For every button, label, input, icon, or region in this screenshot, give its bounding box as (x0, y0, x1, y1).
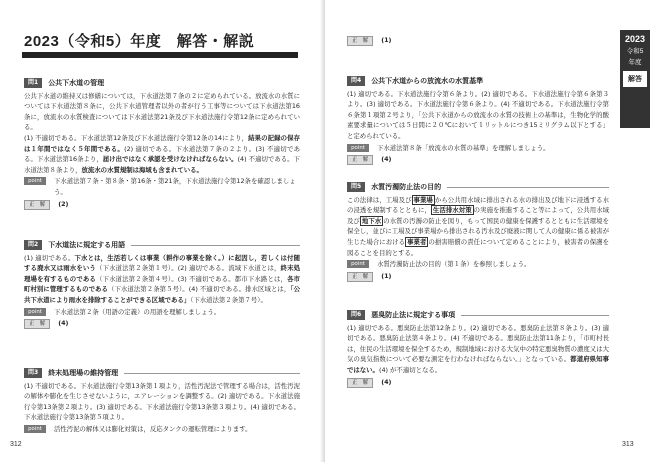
page-number-right: 313 (622, 441, 634, 448)
explanation-body: (1) 適切である。下水とは，生活若しくは事業（耕作の事業を除く。）に起因し，若しくは付随する廃水又は雨水をいう（下水道法第２条第１号）。(2) 適切である。流域下水道とは，終末処理場を有するものである（下水道法第２条第４号）。(3) 不適切である。都市下水路とは，各市町村別に管理するものである（下水道法第２条第５号）。(4) 不適切である。排水区域とは，「公共下水道により雨水を排除することができる区域である」（下水道法第２条第７号）。 (24, 253, 301, 304)
page-title: 2023（令和5）年度 解答・解説 (24, 33, 255, 50)
q3-answer-continued (347, 34, 609, 46)
question-heading (24, 78, 300, 89)
answer-label: 正 解 (347, 378, 373, 388)
heading-rule (447, 187, 609, 188)
question-title: 公共下水道の管理 (48, 79, 105, 87)
side-tab-solve: 解答 (622, 70, 648, 88)
answer-row (347, 35, 609, 46)
side-tab-era: 令和5 (626, 48, 644, 55)
explanation-body: (1) 不適切である。下水道法第12条及び下水道法施行令第12条の14により，結果の記録の保存は１年間ではなく５年間である。(2) 適切である。下水道法第７条の２より。(3) 不適切である。下水道法第16条より，届け出ではなく承認を受けなければならない。(4) 不適切である。下水道法第８条より，放流水の水質規制は海域も含まれている。 (24, 133, 301, 174)
question-title: 終末処理場の維持管理 (48, 369, 119, 377)
keyword-box: 事業場 (413, 195, 433, 204)
point-label: point (24, 425, 46, 433)
answer-row (347, 271, 609, 282)
answer-label: 正 解 (347, 272, 373, 282)
answer-value: (4) (58, 319, 69, 328)
answer-label: 正 解 (24, 319, 50, 329)
answer-value: (1) (381, 271, 392, 280)
question-number: 問6 (347, 310, 365, 320)
question-number: 問3 (24, 368, 42, 378)
point-text: 下水道法第２条（用語の定義）の用語を理解しましょう。 (54, 307, 221, 316)
answer-row (24, 318, 300, 329)
explanation-body: (1) 不適切である。下水道法施行令第13条第１項より，活性汚泥法で管理する場合は，活性汚泥の解体や膨化を生じさせないように，エアレーションを調整する。(2) 適切である。下水道法施行令第13条第２項より。(3) 適切である。下水道法施行令第13条第３項より。(4) 適切である。下水道法施行令第13条第５項より。 (24, 381, 300, 422)
year-side-tab (620, 30, 650, 128)
question-title: 公共下水道からの放流水の水質基準 (371, 77, 484, 85)
question-1 (24, 78, 300, 210)
explanation-body: この法律は，工場及び 事業場 から公共用水域に排出される水の排出及び地下に浸透する水の浸透を規制するとともに， 生活排水対策 の実施を推進すること等によって，公共用水域及び 地下水 の水質の汚濁の防止を図り，もって国民の健康を保護するとともに生活環境を保全し，並びに工場及び事業場から排出される汚水及び廃液に関して人の健康に係る被害が生じた場合における 事業者 の損害賠償の責任について定めることにより，被害者の保護を図ることを目的とする。 (347, 195, 610, 257)
answer-label: 正 解 (347, 36, 373, 46)
question-4 (347, 76, 609, 165)
page-number-left: 312 (10, 441, 22, 448)
keyword-box: 生活排水対策 (432, 206, 472, 215)
point-row (347, 259, 609, 270)
keyword-box: 地下水 (361, 216, 382, 225)
heading-rule (461, 315, 609, 316)
side-tab-label: 年度 (628, 59, 642, 66)
point-row (24, 176, 300, 197)
point-label: point (347, 144, 369, 152)
question-heading (24, 240, 300, 251)
question-title: 悪臭防止法に規定する事項 (371, 311, 456, 319)
question-number: 問4 (347, 76, 365, 86)
point-row (24, 307, 300, 318)
question-heading (347, 310, 609, 321)
point-label: point (24, 308, 46, 316)
explanation-intro: 公共下水道の維持又は修繕については，下水道法第７条の２に定められている。放流水の水質については下水道法第８条に，公共下水道管理者以外の者が行う工事等については下水道法第16条に，放流水の水質検査については下水道法第21条及び下水道法施行令第12条に定められている。 (24, 91, 300, 132)
point-text: 下水道法第８条「放流水の水質の基準」を理解しましょう。 (377, 143, 550, 152)
question-title: 下水道法に規定する用語 (48, 241, 126, 249)
question-3 (24, 368, 300, 435)
answer-value: (1) (381, 36, 392, 44)
question-heading (347, 182, 609, 193)
answer-value: (4) (381, 377, 392, 386)
answer-label: 正 解 (347, 155, 373, 165)
side-tab-year: 2023 (624, 34, 646, 44)
question-number: 問2 (24, 240, 42, 250)
answer-row (347, 377, 609, 388)
question-heading (24, 368, 300, 379)
keyword-box: 事業者 (407, 237, 427, 246)
question-number: 問1 (24, 78, 42, 88)
title-rule (22, 52, 298, 58)
point-text: 活性汚泥の解体又は膨化対策は，反応タンクの運転管理によります。 (54, 424, 252, 433)
answer-value: (4) (381, 155, 392, 164)
point-row (347, 143, 609, 154)
answer-label: 正 解 (24, 200, 50, 210)
point-text: 下水道法第７条・第８条・第16条・第21条，下水道法施行令第12条を確認しましょう。 (54, 177, 296, 196)
explanation-body: (1) 適切である。悪臭防止法第12条より。(2) 適切である。悪臭防止法第８条より。(3) 適切である。悪臭防止法第４条より。(4) 不適切である。悪臭防止法第11条より，「市町村長は，住民の生活環境を保全するため，規制地域における大気中の特定悪臭物質の濃度又は大気の臭気指数について必要な測定を行わなければならない。」となっている。都道府県知事ではない。(4) が不適切となる。 (347, 323, 610, 374)
answer-row (347, 154, 609, 165)
question-2 (24, 240, 300, 329)
explanation-body: (1) 適切である。下水道法施行令第６条より。(2) 適切である。下水道法施行令第６条第３より。(3) 適切である。下水道法施行令第６条より。(4) 不適切である。下水道法施行令第６条第１項第２号より，「公共下水道からの放流水の水質の技術上の基準は，生物化学的酸素要求量については５日間に２０℃において１リットルにつき15ミリグラム以下とする」と定められている。 (347, 89, 609, 140)
point-label: point (347, 260, 369, 268)
answer-value: (2) (58, 199, 69, 208)
question-title: 水質汚濁防止法の目的 (371, 183, 442, 191)
right-page (325, 0, 650, 462)
heading-rule (124, 373, 300, 374)
point-label: point (24, 177, 46, 185)
answer-row (24, 199, 300, 210)
point-text: 水質汚濁防止法の目的（第１条）を参照しましょう。 (377, 260, 531, 269)
heading-rule (131, 245, 300, 246)
question-heading (347, 76, 609, 87)
point-row (24, 424, 300, 435)
question-5 (347, 182, 609, 282)
question-number: 問5 (347, 182, 365, 192)
question-6 (347, 310, 609, 388)
